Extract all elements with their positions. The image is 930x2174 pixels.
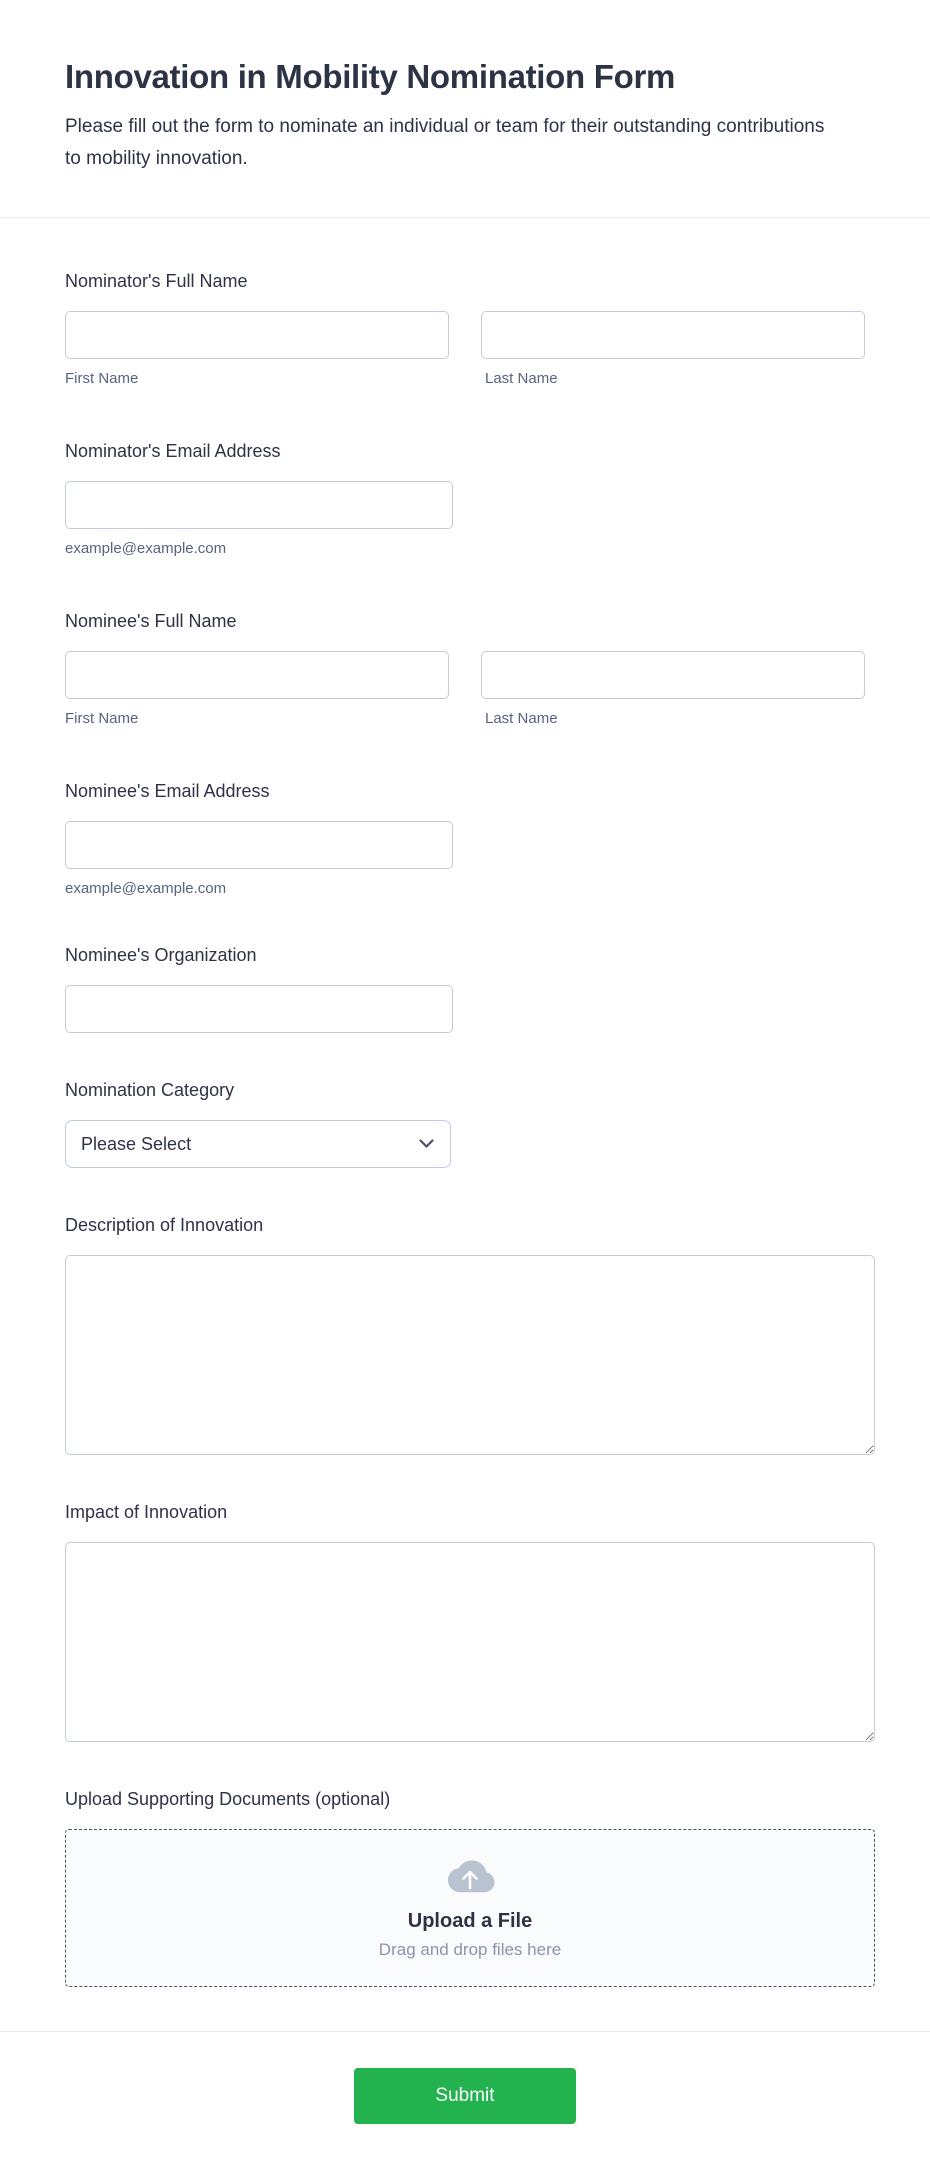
field-nomination-category	[65, 1079, 865, 1168]
nominator-last-name-input[interactable]	[481, 311, 866, 359]
field-upload	[65, 1788, 865, 1987]
description-textarea[interactable]	[65, 1255, 875, 1455]
upload-cloud-icon	[444, 1857, 496, 1897]
nominator-first-name-cell	[65, 311, 449, 359]
nominee-first-name-sublabel: First Name	[65, 710, 139, 727]
nominee-name-label: Nominee's Full Name	[65, 611, 237, 631]
nomination-category-selected-value: Please Select	[81, 1133, 192, 1154]
nominee-organization-input[interactable]	[65, 985, 453, 1033]
chevron-down-icon	[419, 1139, 434, 1149]
nominee-email-input[interactable]	[65, 821, 453, 869]
field-description	[65, 1214, 865, 1455]
nominator-first-name-input[interactable]	[65, 311, 449, 359]
upload-dropzone[interactable]	[65, 1829, 875, 1987]
form-subtitle: Please fill out the form to nominate an individual or team for their outstanding contributions to mobility innovation.	[65, 116, 825, 169]
impact-label: Impact of Innovation	[65, 1502, 228, 1522]
impact-textarea[interactable]	[65, 1542, 875, 1742]
field-nominator-email	[65, 440, 865, 558]
nominee-email-sublabel: example@example.com	[65, 880, 227, 897]
nominator-name-inputs	[65, 311, 865, 359]
nominee-last-name-cell	[481, 651, 866, 699]
nomination-category-label: Nomination Category	[65, 1080, 235, 1100]
nominator-email-input[interactable]	[65, 481, 453, 529]
nominator-email-sublabel: example@example.com	[65, 540, 227, 557]
upload-hint: Drag and drop files here	[378, 1939, 562, 1959]
form-header	[0, 0, 930, 218]
nominator-last-name-sublabel: Last Name	[485, 370, 558, 387]
nominator-name-label: Nominator's Full Name	[65, 271, 248, 291]
description-label: Description of Innovation	[65, 1215, 264, 1235]
nominee-first-name-input[interactable]	[65, 651, 449, 699]
nominee-name-inputs	[65, 651, 865, 699]
nominee-last-name-sublabel: Last Name	[485, 710, 558, 727]
field-nominator-full-name	[65, 270, 865, 388]
field-nominee-organization	[65, 944, 865, 1033]
field-nominee-full-name	[65, 610, 865, 728]
nominator-last-name-cell	[481, 311, 866, 359]
upload-title: Upload a File	[407, 1909, 533, 1932]
form-body	[0, 270, 930, 1987]
field-impact	[65, 1501, 865, 1742]
submit-section	[0, 2031, 930, 2124]
field-nominee-email	[65, 780, 865, 898]
nominee-last-name-input[interactable]	[481, 651, 866, 699]
nomination-category-select[interactable]	[65, 1120, 451, 1168]
submit-button[interactable]: Submit	[354, 2068, 576, 2124]
nominee-name-sublabels	[65, 710, 865, 728]
form-title: Innovation in Mobility Nomination Form	[65, 58, 676, 95]
upload-label: Upload Supporting Documents (optional)	[65, 1789, 391, 1809]
nominee-first-name-cell	[65, 651, 449, 699]
nominator-name-sublabels	[65, 370, 865, 388]
nominee-organization-label: Nominee's Organization	[65, 945, 257, 965]
nominator-email-label: Nominator's Email Address	[65, 441, 281, 461]
nominee-email-label: Nominee's Email Address	[65, 781, 270, 801]
nominator-first-name-sublabel: First Name	[65, 370, 139, 387]
